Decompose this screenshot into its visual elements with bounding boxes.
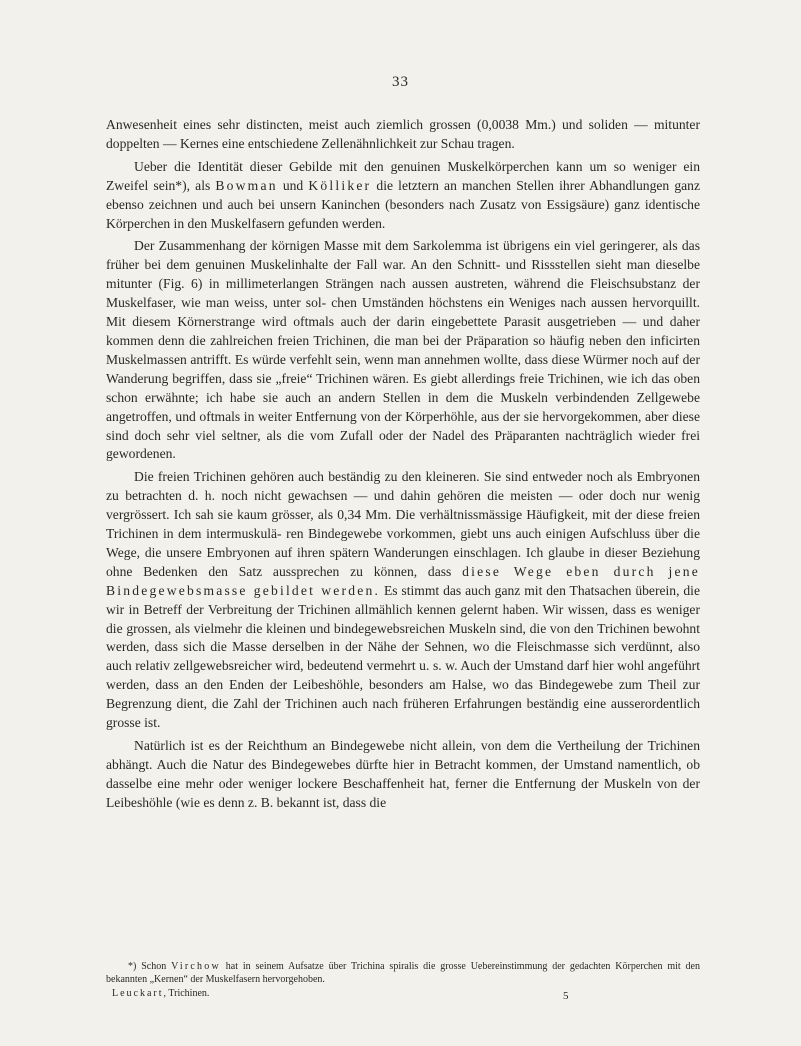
signature-number: 5 bbox=[563, 990, 569, 1002]
paragraph-2-text-b: die letztern an manchen Stellen ihrer Abhandlungen ganz ebenso zeichnen und auch bei unsern Kaninchen (besonders nach Zusatz von Essigsäure) ganz identische Körperchen in den Muskelfasern gefunden werden. bbox=[106, 177, 701, 231]
signature-author: Leuckart bbox=[112, 988, 164, 999]
body-text bbox=[106, 116, 700, 817]
author-name-koelliker: Kölliker bbox=[308, 177, 372, 193]
paragraph-4-text-b: Es stimmt das auch ganz mit den Thatsachen überein, die wir in Betreff der Verbreitung der Trichinen allmählich kennen gelernt haben. Wir wissen, dass es weniger die grossen, als vielmehr die kleinen und bindegewebsreichen Muskeln sind, die von den Trichinen bewohnt werden, dass sich die Masse derselben in der Nähe der Sehnen, wo die Fleischmasse sich verdünnt, also auch relativ zellgewebsreicher wird, bedeutend vermehrt u. s. w. Auch der Umstand darf hier wohl angeführt werden, dass an den Enden der Leibeshöhle, besonders am Halse, wo das Bindegewebe zum Theil zur Begrenzung dient, die Zahl der Trichinen auch nach früheren Erfahrungen beständig eine ausserordentlich grosse ist. bbox=[106, 582, 700, 731]
paragraph-2 bbox=[106, 158, 700, 234]
paragraph-3: Der Zusammenhang der körnigen Masse mit dem Sarkolemma ist übrigens ein viel geringerer, als das früher bei dem genuinen Muskelinhalte der Fall war. An den Schnitt- und Rissstellen sieht man dieselbe mitunter (Fig. 6) in millimeterlangen Strängen nach aussen austreten, während die Fleischsubstanz der Muskelfaser, wie man weiss, unter sol- chen Umständen höchstens ein Weniges nach aussen hervorquillt. Mit diesem Körnerstrange wird oftmals auch der darin eingebettete Parasit ausgetrieben — und daher kommen denn die zahlreichen freien Trichinen, die man bei der Präparation so häufig neben den inficirten Muskelmassen antrifft. Es würde verfehlt sein, wenn man annehmen wollte, dass diese Würmer noch auf der Wanderung begriffen, dass sie „freie“ Trichinen wären. Es giebt allerdings freie Trichinen, wie ich das oben schon erwähnte; ich habe sie auch an andern Stellen in dem die Muskeln verbindenden Zellgewebe angetroffen, und oftmals in weiter Entfernung von der Körperhöhle, aus der sie hervorgekommen, aber diese sind doch sehr viel seltner, als die vom Zufall oder der Nadel des Präparanten nachträglich wieder frei gewordenen. bbox=[106, 238, 700, 462]
footnote-text bbox=[106, 960, 700, 986]
author-name-virchow: Virchow bbox=[171, 961, 221, 972]
author-name-bowman: Bowman bbox=[215, 177, 278, 193]
footnote-text-b: hat in seinem Aufsatze über Trichina spiralis die grosse Uebereinstimmung der gedachten Körperchen mit den bekannten „Kernen“ der Muskelfasern hervorgehoben. bbox=[106, 961, 700, 985]
paragraph-2-text-a: Ueber die Identität dieser Gebilde mit den genuinen Muskelkörperchen kann um so weniger ein Zweifel sein*), als bbox=[106, 158, 700, 193]
signature-title: , Trichinen. bbox=[163, 988, 210, 999]
page-number: 33 bbox=[392, 74, 409, 90]
footnote-text-a: *) Schon bbox=[128, 961, 172, 972]
paragraph-4-emphasis: diese Wege eben durch jene Bindegewebsmasse gebildet werden. bbox=[106, 563, 700, 598]
paragraph-5: Natürlich ist es der Reichthum an Bindegewebe nicht allein, von dem die Vertheilung der Trichinen abhängt. Auch die Natur des Bindegewebes dürfte hier in Betracht kommen, der Umstand namentlich, ob dasselbe eine mehr oder weniger lockere Beschaffenheit hat, ferner die Entfernung der Muskeln von der Leibeshöhle (wie es denn z. B. bekannt ist, dass die bbox=[106, 738, 700, 810]
paragraph-2-und: und bbox=[277, 177, 309, 193]
paragraph-4 bbox=[106, 468, 700, 733]
paragraph-1: Anwesenheit eines sehr distincten, meist auch ziemlich grossen (0,0038 Mm.) und soliden — mitunter doppelten — Kernes eine entschiedene Zellenähnlichkeit zur Schau tragen. bbox=[106, 117, 700, 151]
footnote bbox=[106, 960, 700, 986]
signature-line bbox=[112, 988, 209, 999]
paragraph-4-text-a: Die freien Trichinen gehören auch beständig zu den kleineren. Sie sind entweder noch als Embryonen zu betrachten d. h. noch nicht gewachsen — und dahin gehören die meisten — oder doch nur wenig vergrössert. Ich sah sie kaum grösser, als 0,34 Mm. Die verhältnissmässige Häufigkeit, mit der diese freien Trichinen in dem intermuskulä- ren Bindegewebe vorkommen, giebt uns auch einigen Aufschluss über die Wege, die unsere Embryonen auf ihren spätern Wanderungen einschlagen. Ich glaube in dieser Beziehung ohne Bedenken den Satz aussprechen zu können, dass bbox=[106, 469, 700, 579]
